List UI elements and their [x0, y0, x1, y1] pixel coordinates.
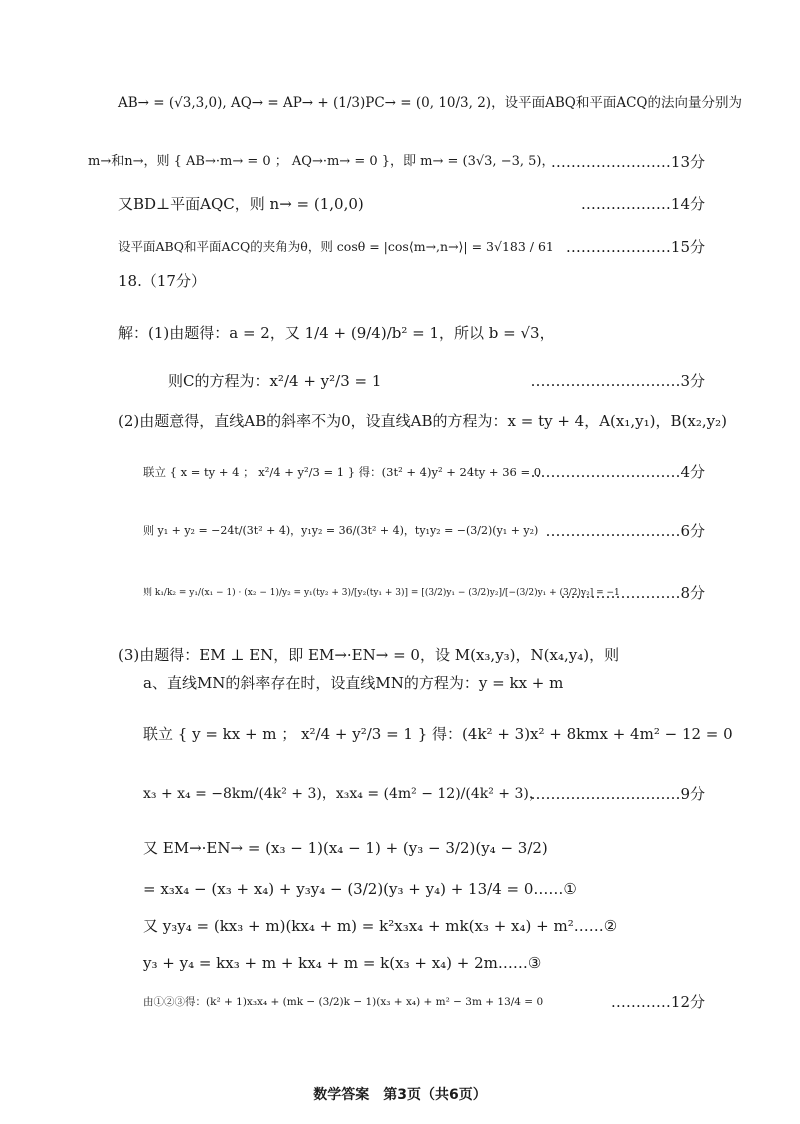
line-text: 联立 { x = ty + 4 ； x²/4 + y²/3 = 1 } 得：(3t² + 4)y² + 24ty + 36 = 0 — [143, 465, 542, 479]
line-text: 解：(1)由题得：a = 2，又 1/4 + (9/4)/b² = 1，所以 b = √3， — [118, 324, 555, 342]
line-text: (2)由题意得，直线AB的斜率不为0，设直线AB的方程为：x = ty + 4，A(x₁,y₁)，B(x₂,y₂) — [118, 412, 727, 430]
line-text: 设平面ABQ和平面ACQ的夹角为θ，则 cosθ = |cos⟨m→,n→⟩| = 3√183 / 61 — [118, 239, 554, 254]
line-text: 则 y₁ + y₂ = −24t/(3t² + 4)，y₁y₂ = 36/(3t² + 4)，ty₁y₂ = −(3/2)(y₁ + y₂) — [143, 524, 539, 537]
score-marker: ……………………13分 — [550, 153, 705, 171]
score-marker: ……………………8分 — [560, 584, 705, 602]
line-text: x₃ + x₄ = −8km/(4k² + 3)，x₃x₄ = (4m² − 12)/(4k² + 3)， — [143, 786, 543, 802]
score-marker: …………………………4分 — [530, 463, 705, 481]
score-marker: …………12分 — [610, 993, 705, 1011]
score-marker: …………………………3分 — [530, 372, 705, 390]
line-text: 又 EM→·EN→ = (x₃ − 1)(x₄ − 1) + (y₃ − 3/2)(y₄ − 3/2) — [143, 839, 548, 857]
line-text: 由①②③得：(k² + 1)x₃x₄ + (mk − (3/2)k − 1)(x₃ + x₄) + m² − 3m + 13/4 = 0 — [143, 996, 544, 1008]
score-marker: …………………………9分 — [530, 785, 705, 803]
line-text: 又BD⊥平面AQC，则 n→ = (1,0,0) — [118, 195, 364, 213]
line-text: = x₃x₄ − (x₃ + x₄) + y₃y₄ − (3/2)(y₃ + y₄) + 13/4 = 0……① — [143, 880, 577, 898]
score-marker: ………………………6分 — [545, 522, 705, 540]
line-text: AB→ = (√3,3,0), AQ→ = AP→ + (1/3)PC→ = (0, 10/3, 2)，设平面ABQ和平面ACQ的法向量分别为 — [118, 95, 742, 111]
line-text: 又 y₃y₄ = (kx₃ + m)(kx₄ + m) = k²x₃x₄ + mk(x₃ + x₄) + m²……② — [143, 917, 618, 935]
line-text: 则 k₁/k₂ = y₁/(x₁ − 1) · (x₂ − 1)/y₂ = y₁(ty₂ + 3)/[y₂(ty₁ + 3)] = [(3/2)y₁ − (3/2)y₂]/[−(3/2)y₁ + (3/2)y₂] = −1 — [143, 588, 620, 598]
line-text: (3)由题得：EM ⊥ EN，即 EM→·EN→ = 0，设 M(x₃,y₃)，N(x₄,y₄)，则 — [118, 646, 620, 664]
line-text: y₃ + y₄ = kx₃ + m + kx₄ + m = k(x₃ + x₄) + 2m……③ — [143, 954, 542, 972]
page-footer: 数学答案 第3页（共6页） — [313, 1087, 487, 1103]
line-text: 18.（17分） — [118, 272, 206, 290]
score-marker: ………………14分 — [580, 195, 705, 213]
score-marker: …………………15分 — [565, 238, 705, 256]
line-text: m→和n→，则 { AB→·m→ = 0 ； AQ→·m→ = 0 }，即 m→ = (3√3, −3, 5)， — [88, 154, 555, 169]
line-text: 则C的方程为：x²/4 + y²/3 = 1 — [168, 372, 382, 390]
line-text: a、直线MN的斜率存在时，设直线MN的方程为：y = kx + m — [143, 674, 564, 692]
line-text: 联立 { y = kx + m ； x²/4 + y²/3 = 1 } 得：(4k² + 3)x² + 8kmx + 4m² − 12 = 0 — [143, 725, 733, 743]
